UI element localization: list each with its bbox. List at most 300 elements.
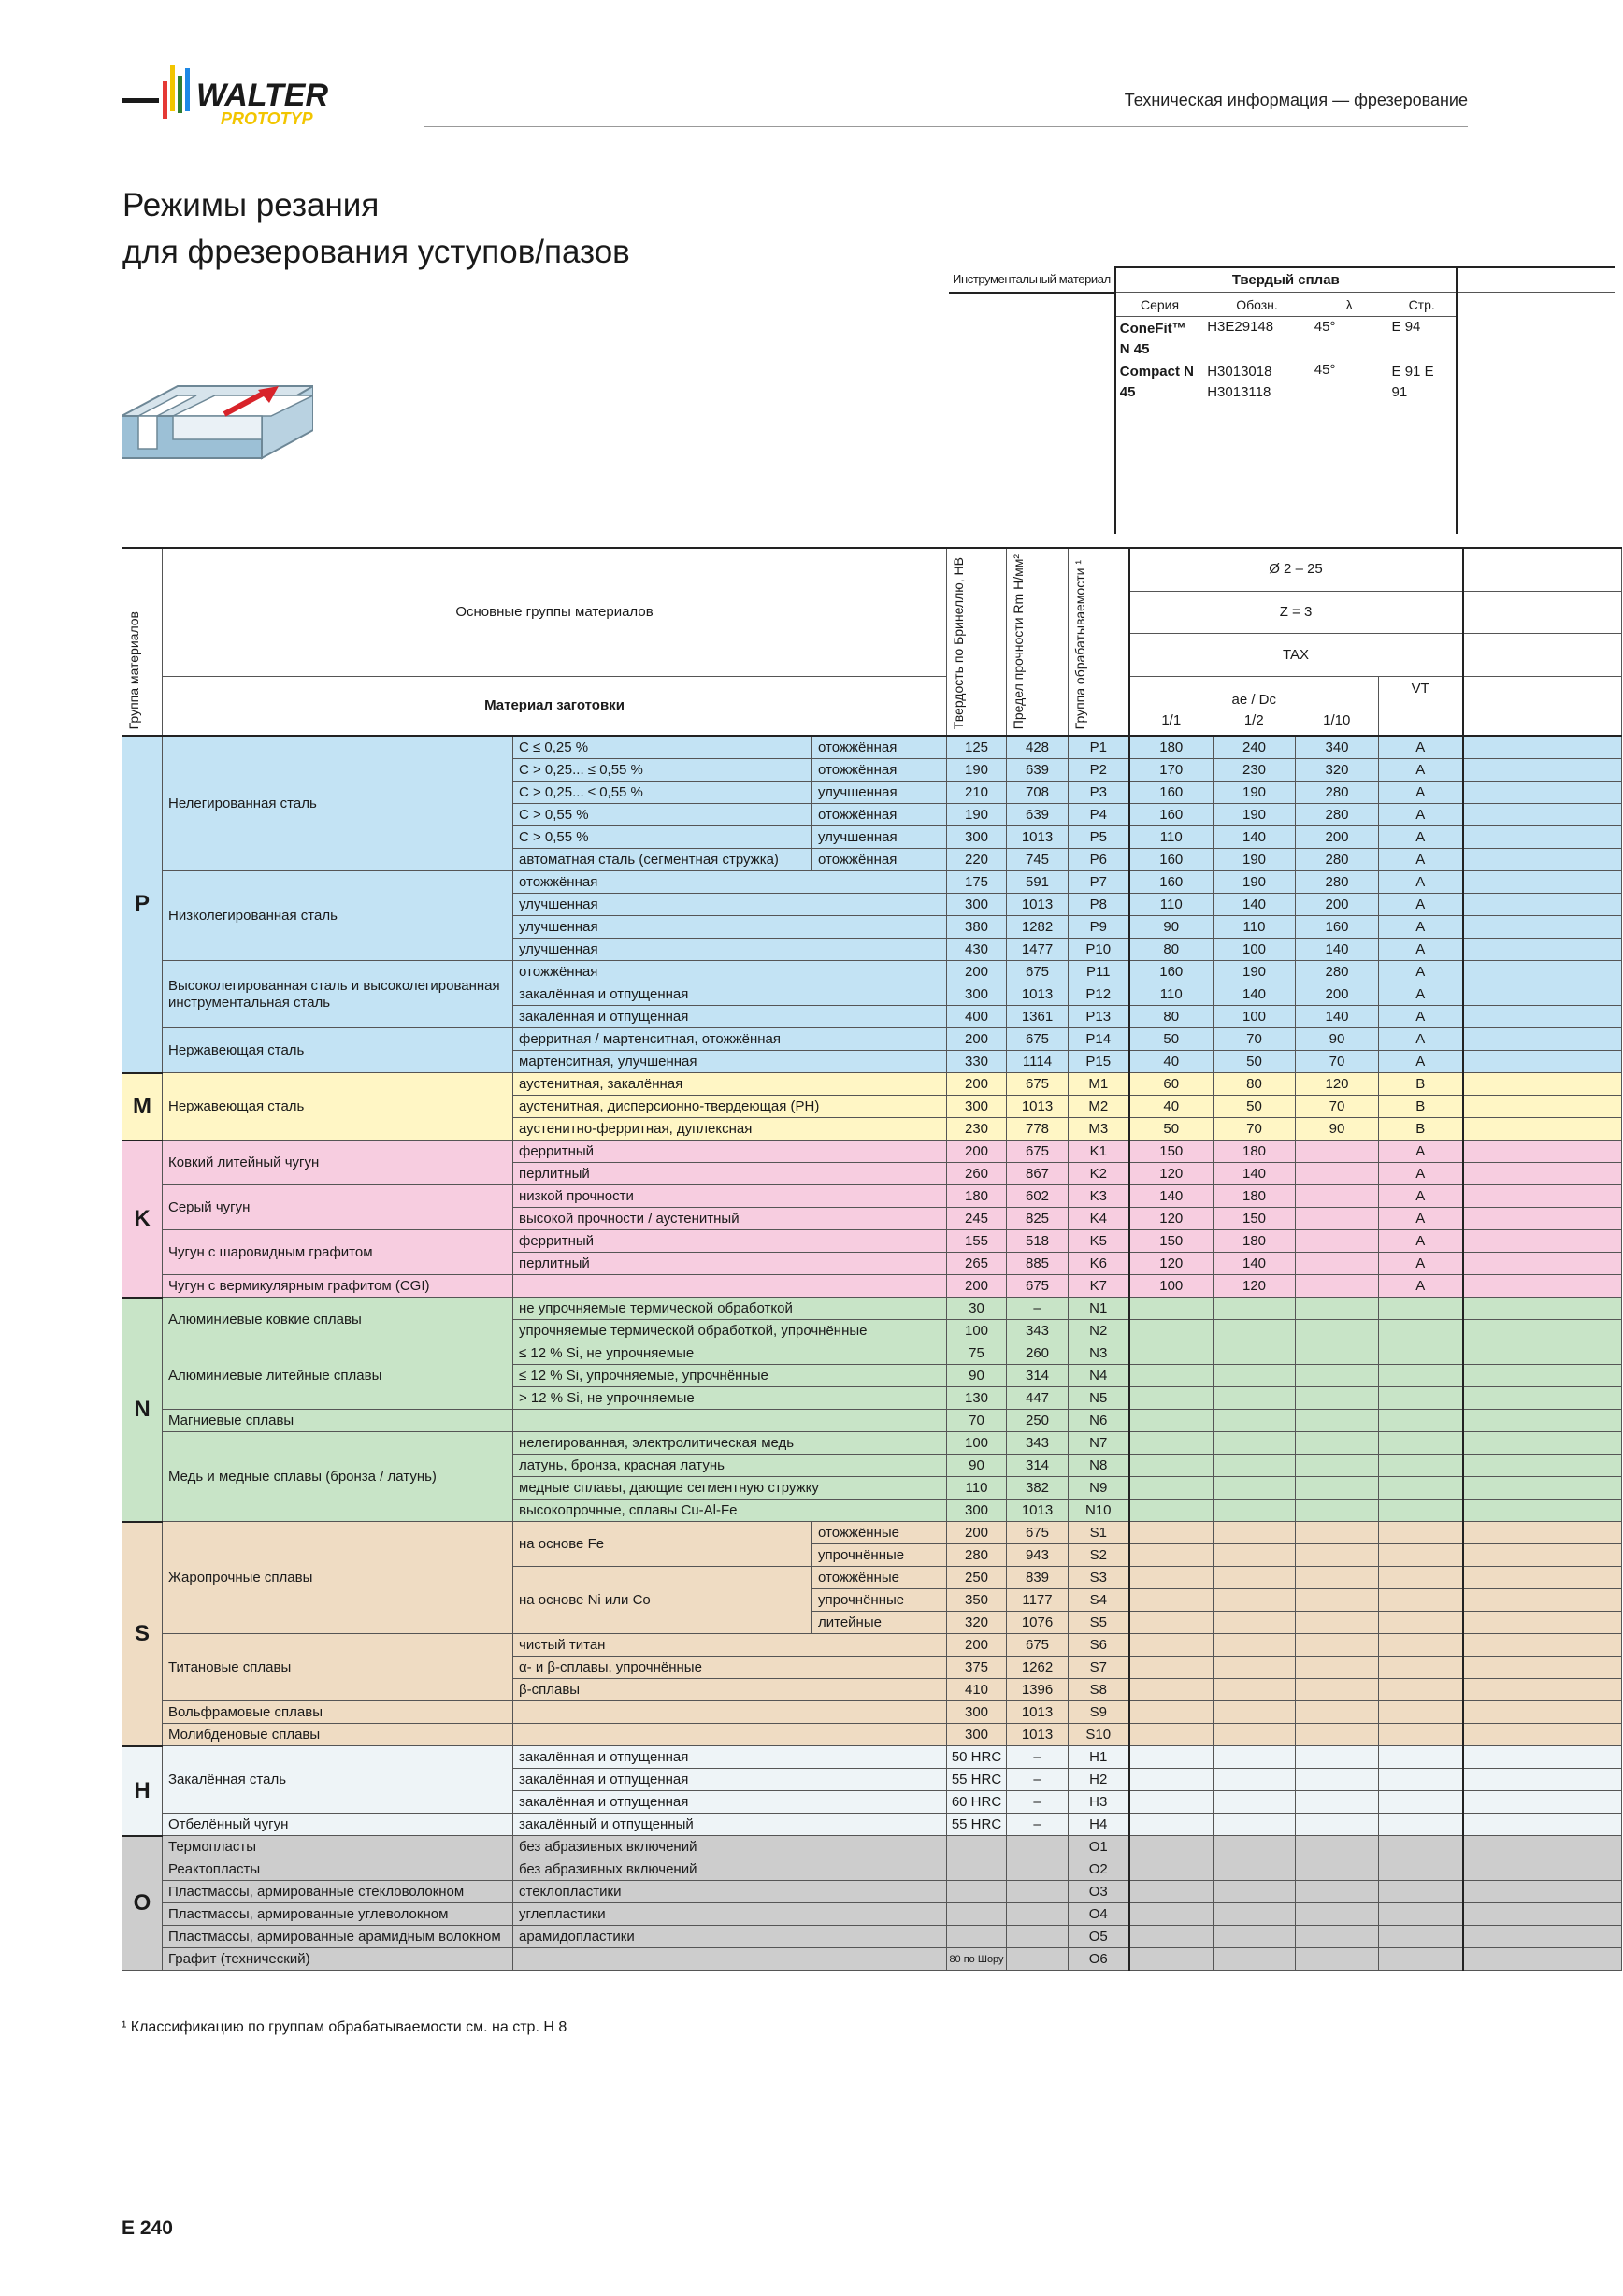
main-group-cell: Медь и медные сплавы (бронза / латунь) [163,1432,513,1522]
machinability-code-cell: N5 [1069,1387,1129,1410]
strength-cell: 675 [1007,1522,1069,1544]
speed-1-10-cell [1296,1926,1379,1948]
speed-1-2-cell: 120 [1214,1275,1296,1298]
material-desc-cell: без абразивных включений [513,1858,947,1881]
empty-cell [1463,983,1622,1006]
hardness-cell [947,1858,1007,1881]
speed-1-2-cell [1214,1477,1296,1500]
speed-1-1-cell: 110 [1129,894,1214,916]
material-desc-cell [513,1410,947,1432]
hardness-cell: 250 [947,1567,1007,1589]
empty-cell [1463,894,1622,916]
tool-lambda-2: 45° [1314,362,1336,378]
speed-1-10-cell [1296,1612,1379,1634]
vt-cell [1379,1634,1463,1657]
speed-1-10-cell [1296,1455,1379,1477]
vt-cell: A [1379,983,1463,1006]
speed-1-1-cell [1129,1858,1214,1881]
hardness-cell: 30 [947,1298,1007,1320]
table-row [122,736,1622,759]
material-desc-cell: C > 0,55 % [513,826,812,849]
machinability-code-cell: P13 [1069,1006,1129,1028]
tool-series-1: ConeFit™ N 45 [1119,321,1186,357]
material-desc-cell: медные сплавы, дающие сегментную стружку [513,1477,947,1500]
speed-1-1-cell: 120 [1129,1163,1214,1185]
speed-1-2-cell: 140 [1214,1163,1296,1185]
empty-cell [1463,1612,1622,1634]
machinability-code-cell: H2 [1069,1769,1129,1791]
hardness-cell [947,1903,1007,1926]
strength-cell: – [1007,1814,1069,1836]
main-group-cell: Жаропрочные сплавы [163,1522,513,1634]
main-group-cell: Низколегированная сталь [163,871,513,961]
machinability-code-cell: P8 [1069,894,1129,916]
speed-1-1-cell [1129,1679,1214,1701]
hardness-cell: 375 [947,1657,1007,1679]
empty-cell [1463,1724,1622,1746]
speed-1-2-cell: 140 [1214,894,1296,916]
strength-cell [1007,1836,1069,1858]
speed-1-2-cell [1214,1858,1296,1881]
speed-1-10-cell [1296,1769,1379,1791]
hardness-cell: 80 по Шору [947,1948,1007,1971]
vt-cell: A [1379,759,1463,782]
material-desc-cell: без абразивных включений [513,1836,947,1858]
strength-cell: 639 [1007,759,1069,782]
empty-cell [1463,736,1622,759]
vt-header: VT [1379,677,1463,737]
speed-1-2-cell: 230 [1214,759,1296,782]
hardness-cell: 380 [947,916,1007,939]
material-desc-cell: улучшенная [513,894,947,916]
page-number: E 240 [122,2217,173,2239]
strength-cell: 343 [1007,1432,1069,1455]
speed-1-2-cell: 190 [1214,804,1296,826]
speed-1-10-cell: 280 [1296,782,1379,804]
speed-1-10-cell [1296,1746,1379,1769]
speed-1-2-cell [1214,1903,1296,1926]
speed-1-10-cell: 200 [1296,826,1379,849]
speed-1-10-cell: 200 [1296,894,1379,916]
table-row [122,1275,1622,1298]
table-row [122,1926,1622,1948]
empty-cell [1463,1365,1622,1387]
vt-cell: A [1379,1051,1463,1073]
hardness-cell: 70 [947,1410,1007,1432]
material-desc-cell: мартенситная, улучшенная [513,1051,947,1073]
material-desc-cell: закалённый и отпущенный [513,1814,947,1836]
speed-1-10-cell: 160 [1296,916,1379,939]
speed-1-1-cell: 160 [1129,804,1214,826]
speed-1-2-cell [1214,1320,1296,1342]
col-lambda: λ [1311,293,1388,317]
speed-1-1-cell [1129,1477,1214,1500]
vt-cell [1379,1522,1463,1544]
machinability-code-cell: P5 [1069,826,1129,849]
strength-cell: 1013 [1007,1096,1069,1118]
empty-cell [1463,1320,1622,1342]
speed-1-2-cell: 70 [1214,1028,1296,1051]
speed-1-10-cell: 280 [1296,871,1379,894]
speed-1-10-cell [1296,1275,1379,1298]
hardness-cell: 410 [947,1679,1007,1701]
strength-cell: 675 [1007,1073,1069,1096]
speed-1-10-cell [1296,1477,1379,1500]
machinability-code-cell: K6 [1069,1253,1129,1275]
speed-1-1-cell: 40 [1129,1051,1214,1073]
speed-1-2-cell: 180 [1214,1230,1296,1253]
machinability-code-cell: H3 [1069,1791,1129,1814]
speed-1-10-cell [1296,1903,1379,1926]
material-condition-cell: упрочнённые [812,1589,947,1612]
speed-1-2-cell: 180 [1214,1141,1296,1163]
speed-1-2-cell: 190 [1214,849,1296,871]
material-desc-cell: не упрочняемые термической обработкой [513,1298,947,1320]
vt-cell: A [1379,1230,1463,1253]
speed-1-2-cell [1214,1679,1296,1701]
machinability-code-cell: N2 [1069,1320,1129,1342]
empty-cell [1463,1836,1622,1858]
table-row [122,1724,1622,1746]
tool-material-value: Твердый сплав [1115,267,1457,293]
vt-cell: A [1379,1141,1463,1163]
hardness-cell: 200 [947,1634,1007,1657]
vt-cell [1379,1746,1463,1769]
main-group-cell: Пластмассы, армированные углеволокном [163,1903,513,1926]
hardness-cell: 180 [947,1185,1007,1208]
material-condition-cell: отожжённая [812,804,947,826]
speed-1-1-cell [1129,1881,1214,1903]
speed-1-10-cell [1296,1791,1379,1814]
material-desc-cell: перлитный [513,1163,947,1185]
empty-cell [1463,939,1622,961]
vt-cell: A [1379,736,1463,759]
table-row [122,1230,1622,1253]
hardness-cell: 50 HRC [947,1746,1007,1769]
speed-1-1-cell [1129,1746,1214,1769]
material-condition-cell: отожжённая [812,849,947,871]
strength-cell [1007,1926,1069,1948]
table-row [122,961,1622,983]
vt-cell [1379,1342,1463,1365]
hardness-cell: 130 [947,1387,1007,1410]
speed-1-10-cell [1296,1342,1379,1365]
machinability-header: Группа обрабатываемости ¹ [1069,548,1129,736]
speed-1-2-cell: 100 [1214,939,1296,961]
empty-cell [1463,1163,1622,1185]
speed-1-2-cell [1214,1342,1296,1365]
speed-1-2-cell [1214,1500,1296,1522]
empty-cell [1463,1769,1622,1791]
header-rule [424,126,1468,127]
strength-cell: – [1007,1298,1069,1320]
strength-cell [1007,1948,1069,1971]
empty-cell [1463,1903,1622,1926]
hardness-cell: 245 [947,1208,1007,1230]
speed-1-10-cell: 120 [1296,1073,1379,1096]
speed-1-1-cell: 160 [1129,849,1214,871]
speed-1-1-cell: 100 [1129,1275,1214,1298]
material-desc-cell: отожжённая [513,871,947,894]
hardness-cell [947,1926,1007,1948]
speed-1-2-cell: 180 [1214,1185,1296,1208]
machinability-code-cell: K5 [1069,1230,1129,1253]
material-desc-cell: перлитный [513,1253,947,1275]
table-row [122,1522,1622,1544]
machinability-code-cell: P6 [1069,849,1129,871]
empty-cell [1463,1791,1622,1814]
strength-cell: 1013 [1007,1701,1069,1724]
speed-1-10-cell [1296,1208,1379,1230]
empty-cell [1463,871,1622,894]
material-desc-cell: закалённая и отпущенная [513,1746,947,1769]
coating-header: TAX [1129,634,1463,677]
col-page: Стр. [1388,293,1457,317]
speed-1-1-cell [1129,1522,1214,1544]
speed-1-1-cell: 120 [1129,1253,1214,1275]
speed-1-1-cell [1129,1903,1214,1926]
hardness-cell: 55 HRC [947,1814,1007,1836]
hardness-cell: 260 [947,1163,1007,1185]
empty-cell [1463,1567,1622,1589]
table-row [122,1028,1622,1051]
speed-1-2-cell: 110 [1214,916,1296,939]
material-desc-cell: закалённая и отпущенная [513,1791,947,1814]
empty-cell [1463,1208,1622,1230]
empty-cell [1463,1342,1622,1365]
speed-1-2-cell [1214,1298,1296,1320]
ae-dc-header: ae / Dc 1/1 1/2 1/10 [1129,677,1379,737]
speed-1-1-cell: 40 [1129,1096,1214,1118]
vt-cell: B [1379,1096,1463,1118]
speed-1-10-cell [1296,1298,1379,1320]
material-desc-cell: низкой прочности [513,1185,947,1208]
speed-1-2-cell: 190 [1214,871,1296,894]
speed-1-10-cell: 140 [1296,939,1379,961]
hardness-cell [947,1836,1007,1858]
empty-cell [1463,1522,1622,1544]
material-desc-cell: улучшенная [513,939,947,961]
svg-text:WALTER: WALTER [196,78,329,113]
speed-1-1-cell [1129,1455,1214,1477]
speed-1-10-cell [1296,1724,1379,1746]
speed-1-2-cell [1214,1522,1296,1544]
material-desc-cell: аустенитная, закалённая [513,1073,947,1096]
speed-1-10-cell: 340 [1296,736,1379,759]
table-row [122,1836,1622,1858]
diameter-header: Ø 2 – 25 [1129,548,1463,591]
table-row [122,1298,1622,1320]
strength-cell: 1262 [1007,1657,1069,1679]
speed-1-1-cell [1129,1365,1214,1387]
vt-cell [1379,1769,1463,1791]
main-group-cell: Алюминиевые ковкие сплавы [163,1298,513,1342]
workpiece-header: Материал заготовки [163,677,947,737]
vt-cell [1379,1387,1463,1410]
strength-cell [1007,1881,1069,1903]
speed-1-2-cell [1214,1724,1296,1746]
main-group-cell: Высоколегированная сталь и высоколегированная инструментальная сталь [163,961,513,1028]
section-title: Техническая информация — фрезерование [1124,91,1468,109]
strength-cell: 675 [1007,961,1069,983]
hardness-cell: 100 [947,1432,1007,1455]
machinability-code-cell: H1 [1069,1746,1129,1769]
machinability-code-cell: P9 [1069,916,1129,939]
hardness-cell: 55 HRC [947,1769,1007,1791]
main-group-cell: Алюминиевые литейные сплавы [163,1342,513,1410]
strength-cell: 1396 [1007,1679,1069,1701]
speed-1-2-cell: 150 [1214,1208,1296,1230]
speed-1-2-cell [1214,1365,1296,1387]
material-group-letter: K [122,1141,163,1298]
empty-cell [1463,1881,1622,1903]
title-line-2: для фрезерования уступов/пазов [122,234,630,270]
strength-cell [1007,1858,1069,1881]
machinability-code-cell: O4 [1069,1903,1129,1926]
speed-1-10-cell [1296,1657,1379,1679]
empty-cell [1463,1073,1622,1096]
machinability-code-cell: P7 [1069,871,1129,894]
slot-milling-illustration [122,379,313,463]
hardness-cell: 350 [947,1589,1007,1612]
speed-1-10-cell [1296,1858,1379,1881]
speed-1-10-cell: 90 [1296,1028,1379,1051]
hardness-cell: 300 [947,1096,1007,1118]
machinability-code-cell: S9 [1069,1701,1129,1724]
machinability-code-cell: S10 [1069,1724,1129,1746]
speed-1-2-cell: 140 [1214,1253,1296,1275]
vt-cell [1379,1432,1463,1455]
machinability-code-cell: P14 [1069,1028,1129,1051]
empty-cell [1463,1589,1622,1612]
table-row [122,1814,1622,1836]
speed-1-2-cell [1214,1634,1296,1657]
hardness-cell: 200 [947,1028,1007,1051]
speed-1-1-cell: 150 [1129,1141,1214,1163]
hardness-cell: 200 [947,1073,1007,1096]
speed-1-2-cell: 140 [1214,826,1296,849]
main-group-cell: Пластмассы, армированные стекловолокном [163,1881,513,1903]
tool-code-2: H3013018 H3013118 [1207,364,1272,400]
hardness-header: Твердость по Бринеллю, HB [947,548,1007,736]
table-row [122,1342,1622,1365]
vt-cell: A [1379,939,1463,961]
empty-cell [1463,1455,1622,1477]
material-condition-cell: отожжённые [812,1522,947,1544]
empty-cell [1463,1051,1622,1073]
machinability-code-cell: K1 [1069,1141,1129,1163]
material-desc-cell: α- и β-сплавы, упрочнённые [513,1657,947,1679]
hardness-cell: 175 [947,871,1007,894]
speed-1-1-cell [1129,1567,1214,1589]
speed-1-1-cell: 50 [1129,1118,1214,1141]
table-row [122,1746,1622,1769]
speed-1-10-cell [1296,1320,1379,1342]
machinability-code-cell: P15 [1069,1051,1129,1073]
speed-1-10-cell [1296,1701,1379,1724]
strength-cell: 745 [1007,849,1069,871]
hardness-cell: 110 [947,1477,1007,1500]
machinability-code-cell: K3 [1069,1185,1129,1208]
machinability-code-cell: P1 [1069,736,1129,759]
machinability-code-cell: S8 [1069,1679,1129,1701]
empty-cell [1463,759,1622,782]
speed-1-1-cell [1129,1634,1214,1657]
main-group-cell: Нержавеющая сталь [163,1028,513,1073]
hardness-cell: 75 [947,1342,1007,1365]
speed-1-2-cell [1214,1612,1296,1634]
machinability-code-cell: O6 [1069,1948,1129,1971]
material-group-letter: P [122,736,163,1073]
strength-cell: 260 [1007,1342,1069,1365]
material-desc-cell: высокопрочные, сплавы Cu-Al-Fe [513,1500,947,1522]
material-desc-cell [513,1724,947,1746]
machinability-code-cell: K7 [1069,1275,1129,1298]
speed-1-1-cell: 160 [1129,782,1214,804]
speed-1-10-cell [1296,1141,1379,1163]
empty-cell [1463,1253,1622,1275]
speed-1-10-cell [1296,1163,1379,1185]
speed-1-2-cell: 190 [1214,782,1296,804]
speed-1-10-cell [1296,1410,1379,1432]
speed-1-10-cell [1296,1948,1379,1971]
speed-1-10-cell: 200 [1296,983,1379,1006]
machinability-code-cell: S5 [1069,1612,1129,1634]
hardness-cell: 300 [947,826,1007,849]
strength-cell: 447 [1007,1387,1069,1410]
material-group-letter: H [122,1746,163,1836]
speed-1-10-cell [1296,1185,1379,1208]
hardness-cell: 400 [947,1006,1007,1028]
speed-1-10-cell [1296,1365,1379,1387]
strength-cell: 867 [1007,1163,1069,1185]
empty-cell [1463,826,1622,849]
vt-cell [1379,1544,1463,1567]
material-desc-cell [513,1948,947,1971]
machinability-code-cell: O3 [1069,1881,1129,1903]
table-row [122,1858,1622,1881]
strength-cell: 825 [1007,1208,1069,1230]
main-group-cell: Серый чугун [163,1185,513,1230]
speed-1-10-cell [1296,1544,1379,1567]
speed-1-1-cell: 80 [1129,1006,1214,1028]
machinability-code-cell: P10 [1069,939,1129,961]
machinability-code-cell: N10 [1069,1500,1129,1522]
speed-1-1-cell [1129,1320,1214,1342]
speed-1-1-cell [1129,1342,1214,1365]
strength-cell: 1013 [1007,1500,1069,1522]
material-desc-cell: C > 0,55 % [513,804,812,826]
main-group-cell: Чугун с шаровидным графитом [163,1230,513,1275]
tool-code-1: H3E29148 [1207,319,1274,335]
hardness-cell: 125 [947,736,1007,759]
material-condition-cell: литейные [812,1612,947,1634]
vt-cell [1379,1903,1463,1926]
speed-1-1-cell: 60 [1129,1073,1214,1096]
speed-1-1-cell [1129,1432,1214,1455]
machinability-code-cell: P3 [1069,782,1129,804]
material-desc-cell: высокой прочности / аустенитный [513,1208,947,1230]
main-group-cell: Закалённая сталь [163,1746,513,1814]
strength-cell: 839 [1007,1567,1069,1589]
speed-1-2-cell: 50 [1214,1096,1296,1118]
machinability-code-cell: O1 [1069,1836,1129,1858]
vt-cell: A [1379,871,1463,894]
vt-cell: A [1379,1275,1463,1298]
main-group-cell: Ковкий литейный чугун [163,1141,513,1185]
machinability-code-cell: M3 [1069,1118,1129,1141]
empty-cell [1463,1477,1622,1500]
